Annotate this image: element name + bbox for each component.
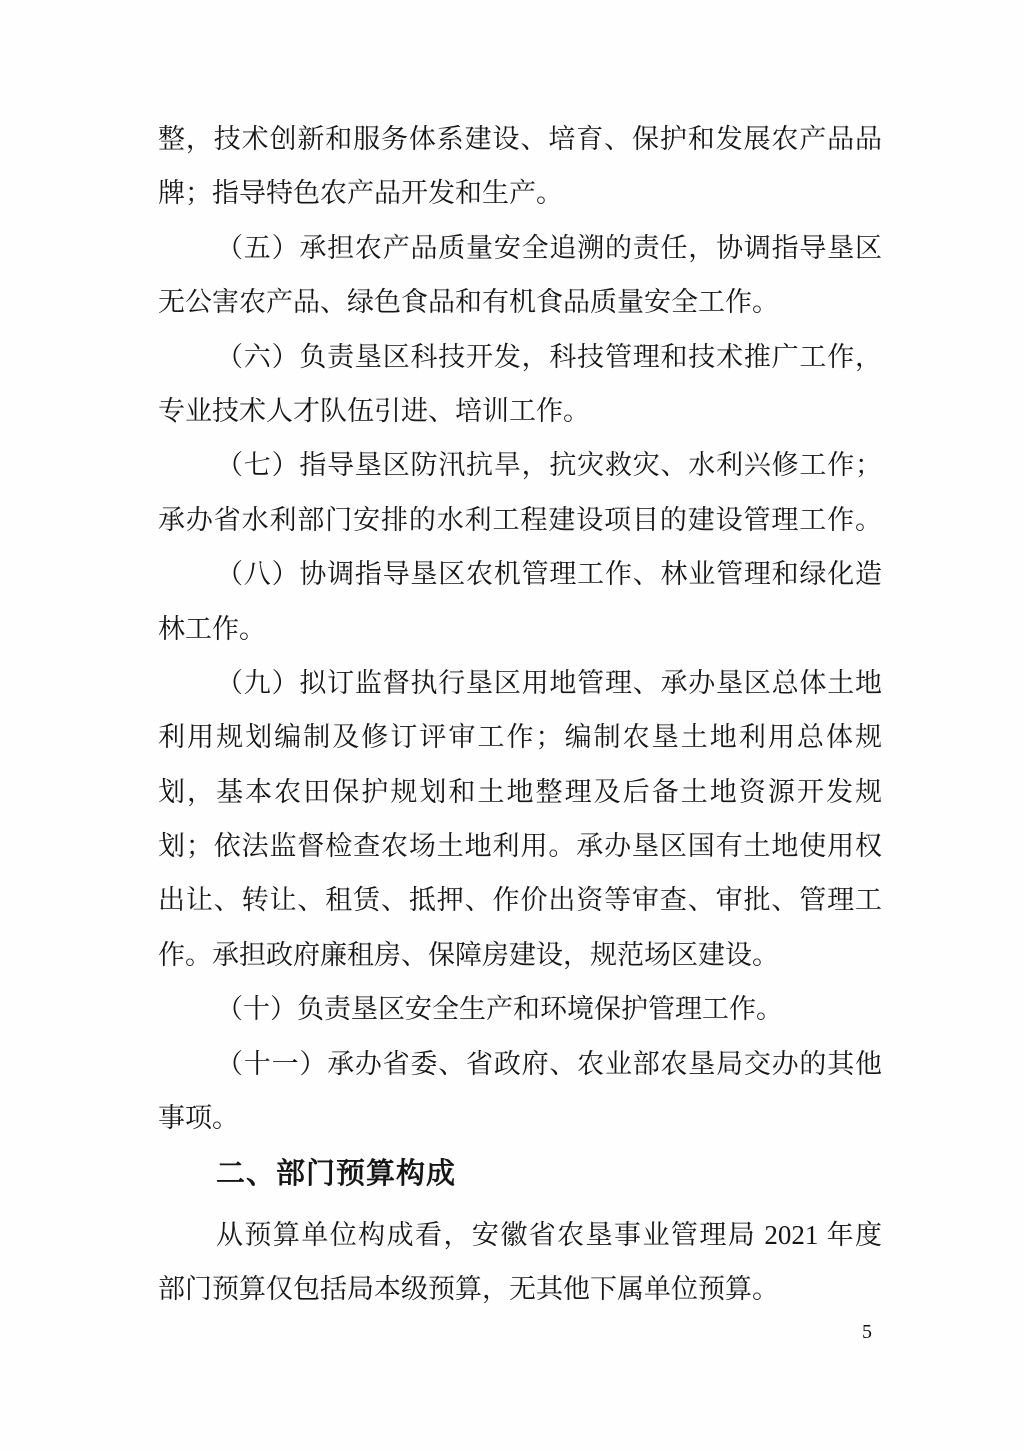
body-line: （十一）承办省委、省政府、农业部农垦局交办的其他 [216, 1048, 882, 1079]
paragraph [158, 1037, 882, 1146]
body-line: 承办省水利部门安排的水利工程建设项目的建设管理工作。 [158, 504, 882, 535]
body-line: 事项。 [158, 1103, 239, 1134]
document-text [158, 112, 882, 1317]
page-number: 5 [862, 1321, 872, 1343]
body-line: （八）协调指导垦区农机管理工作、林业管理和绿化造 [216, 559, 882, 590]
body-line: （五）承担农产品质量安全追溯的责任，协调指导垦区 [216, 232, 882, 263]
paragraph [158, 221, 882, 330]
body-line: 牌；指导特色农产品开发和生产。 [158, 178, 563, 209]
body-line: （十）负责垦区安全生产和环境保护管理工作。 [216, 994, 783, 1025]
body-line: 从预算单位构成看，安徽省农垦事业管理局 2021 年度 [216, 1219, 882, 1250]
body-line: 出让、转让、租赁、抵押、作价出资等审查、审批、管理工 [158, 885, 882, 916]
section-heading: 二、部门预算构成 [216, 1158, 457, 1191]
body-line: 整，技术创新和服务体系建设、培育、保护和发展农产品品 [158, 124, 882, 154]
body-line: 划；依法监督检查农场土地利用。承办垦区国有土地使用权 [158, 831, 882, 862]
body-line: （六）负责垦区科技开发，科技管理和技术推广工作， [216, 341, 882, 372]
body-line: 林工作。 [158, 613, 266, 644]
paragraph [158, 656, 882, 982]
body-line: 作。承担政府廉租房、保障房建设，规范场区建设。 [158, 939, 779, 970]
body-line: 专业技术人才队伍引进、培训工作。 [158, 395, 590, 426]
body-line: 部门预算仅包括局本级预算，无其他下属单位预算。 [158, 1274, 779, 1305]
body-line: （九）拟订监督执行垦区用地管理、承办垦区总体土地 [216, 667, 882, 698]
paragraph [158, 330, 882, 439]
paragraph [158, 547, 882, 656]
paragraph [158, 1208, 882, 1317]
paragraph [158, 982, 882, 1036]
body-line: 划，基本农田保护规划和土地整理及后备土地资源开发规 [158, 776, 882, 807]
body-line: 无公害农产品、绿色食品和有机食品质量安全工作。 [158, 287, 779, 318]
body-line: 利用规划编制及修订评审工作；编制农垦土地利用总体规 [158, 722, 882, 753]
paragraph [158, 112, 882, 221]
body-line: （七）指导垦区防汛抗旱，抗灾救灾、水利兴修工作； [216, 450, 882, 481]
paragraph [158, 438, 882, 547]
